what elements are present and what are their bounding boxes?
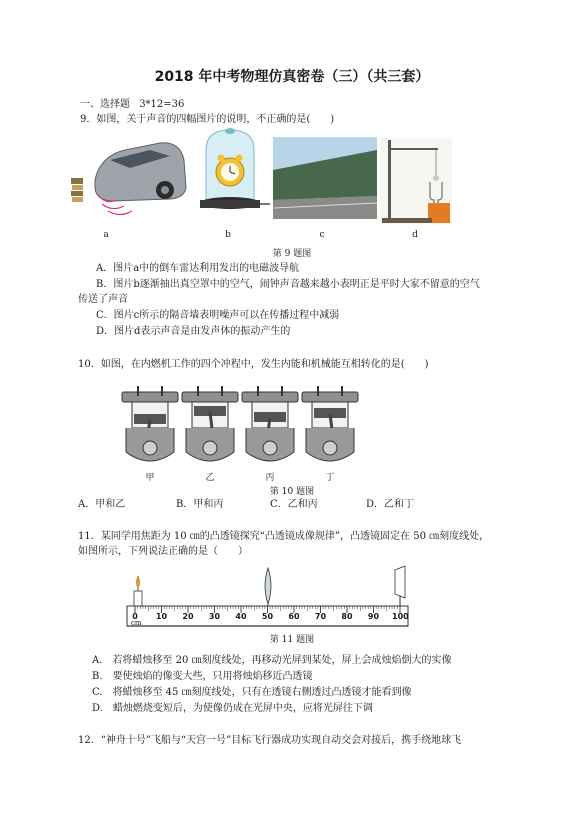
q10-stem: 10．如图，在内燃机工作的四个冲程中，发生内能和机械能互相转化的是( ) bbox=[78, 359, 429, 370]
q9-option-d: D．图片d表示声音是由发声体的振动产生的 bbox=[96, 326, 291, 337]
ruler-tick-label: 20 bbox=[182, 612, 194, 621]
q10-option-b: B．甲和丙 bbox=[176, 499, 224, 510]
q11-stem-line2: 如图所示，下列说法正确的是（ ） bbox=[78, 546, 248, 557]
q9-option-b: B．图片b逐渐抽出真空罩中的空气，闹钟声音越来越小表明正是平时大家不留意的空气 bbox=[96, 279, 480, 290]
q11-stem-line1: 11．某同学用焦距为 10 ㎝的凸透镜探究“凸透镜成像规律”，凸透镜固定在 50 ㎝刻度线处， bbox=[78, 531, 490, 542]
q9-label-a: a bbox=[103, 230, 109, 240]
section-heading: 一、选择题 bbox=[80, 99, 130, 110]
q9-label-c: c bbox=[319, 230, 325, 240]
page-title: 2018 年中考物理仿真密卷（三）（共三套） bbox=[154, 69, 430, 85]
light-screen bbox=[395, 566, 405, 606]
q9-stem: 9．如图，关于声音的四幅图片的说明，不正确的是( ) bbox=[80, 114, 335, 125]
ruler-tick-label: 100 bbox=[392, 612, 409, 621]
q9-label-d: d bbox=[412, 230, 418, 240]
q11-caption: 第 11 题图 bbox=[269, 635, 315, 645]
q11-option-c: C. 将蜡烛移至 45 ㎝刻度线处，只有在透镜右侧透过凸透镜才能看到像 bbox=[92, 687, 412, 698]
q12-stem: 12．“神舟十号”飞船与“天宫一号”目标飞行器成功实现自动交会对接后，携手绕地球飞 bbox=[78, 735, 462, 746]
ruler-tick-label: 40 bbox=[235, 612, 247, 621]
candle bbox=[134, 576, 142, 606]
q10-label-bing: 丙 bbox=[265, 473, 275, 483]
ruler-tick-label: 30 bbox=[208, 612, 221, 621]
q11-option-a: A. 若将蜡烛移至 20 ㎝刻度线处，再移动光屏到某处，屏上会成烛焰倒大的实像 bbox=[92, 655, 452, 666]
ruler-tick-label: 50 bbox=[261, 612, 274, 621]
ruler-tick-label: 70 bbox=[314, 612, 327, 621]
q11-option-d: D. 蜡烛燃烧变短后，为使像仍成在光屏中央，应将光屏往下调 bbox=[92, 703, 373, 714]
convex-lens bbox=[265, 568, 271, 606]
ruler-tick-label: 10 bbox=[155, 612, 168, 621]
q9-option-a: A．图片a中的倒车雷达利用发出的电磁波导航 bbox=[96, 263, 300, 274]
q10-label-jia: 甲 bbox=[145, 473, 155, 483]
q9-option-b-cont: 传送了声音 bbox=[78, 294, 128, 305]
q10-option-a: A．甲和乙 bbox=[78, 499, 126, 510]
q10-option-c: C．乙和丙 bbox=[270, 499, 318, 510]
q10-option-d: D．乙和丁 bbox=[366, 499, 415, 510]
q10-caption: 第 10 题图 bbox=[269, 487, 315, 497]
q11-option-b: B. 要使烛焰的像变大些，只用将烛焰移近凸透镜 bbox=[92, 671, 313, 682]
ruler-tick-label: 0 bbox=[132, 612, 138, 621]
q9-label-b: b bbox=[225, 230, 231, 240]
section-scoring: 3*12=36 bbox=[139, 99, 185, 110]
ruler-unit: cm bbox=[131, 619, 142, 627]
ruler-tick-label: 80 bbox=[341, 612, 353, 621]
q9-caption: 第 9 题图 bbox=[272, 249, 312, 259]
q10-label-yi: 乙 bbox=[205, 473, 215, 483]
ruler-tick-label: 60 bbox=[288, 612, 300, 621]
q9-option-c: C．图片c所示的隔音墙表明噪声可以在传播过程中减弱 bbox=[96, 310, 340, 321]
ruler-tick-label: 90 bbox=[367, 612, 380, 621]
ruler-tick-labels bbox=[0, 612, 584, 624]
q10-label-ding: 丁 bbox=[325, 473, 335, 483]
